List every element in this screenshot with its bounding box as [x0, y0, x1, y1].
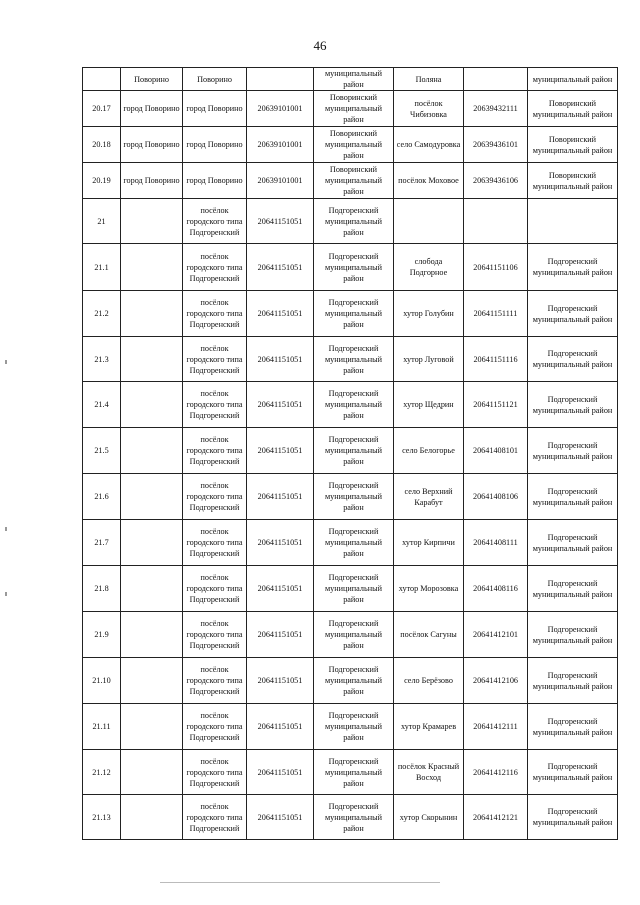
oktmo-code-cell	[247, 68, 314, 91]
oktmo-code-cell: 20639101001	[247, 91, 314, 127]
locality-code-cell: 20641412106	[464, 658, 528, 704]
center-settlement-cell: посёлок городского типа Подгоренский	[183, 199, 247, 244]
district-cell: Поворинский муниципальный район	[314, 91, 394, 127]
row-number-cell: 21.3	[83, 337, 121, 382]
settlement-cell	[121, 474, 183, 520]
settlement-cell	[121, 750, 183, 795]
center-settlement-cell: посёлок городского типа Подгоренский	[183, 520, 247, 566]
locality-district-cell	[528, 199, 618, 244]
settlements-table	[82, 67, 618, 840]
table-body	[83, 68, 618, 840]
district-cell: Подгоренский муниципальный район	[314, 382, 394, 428]
table-row	[83, 337, 618, 382]
row-number-cell: 20.19	[83, 163, 121, 199]
locality-cell: село Верхний Карабут	[394, 474, 464, 520]
scan-edge-mark	[5, 360, 7, 364]
oktmo-code-cell: 20641151051	[247, 750, 314, 795]
locality-district-cell: Подгоренский муниципальный район	[528, 520, 618, 566]
center-settlement-cell: посёлок городского типа Подгоренский	[183, 474, 247, 520]
table-row	[83, 382, 618, 428]
locality-code-cell: 20641412101	[464, 612, 528, 658]
settlement-cell	[121, 612, 183, 658]
locality-district-cell: Подгоренский муниципальный район	[528, 382, 618, 428]
row-number-cell: 21.7	[83, 520, 121, 566]
center-settlement-cell: посёлок городского типа Подгоренский	[183, 795, 247, 840]
oktmo-code-cell: 20641151051	[247, 337, 314, 382]
oktmo-code-cell: 20641151051	[247, 566, 314, 612]
locality-district-cell: Поворинский муниципальный район	[528, 163, 618, 199]
district-cell: Подгоренский муниципальный район	[314, 750, 394, 795]
oktmo-code-cell: 20641151051	[247, 474, 314, 520]
row-number-cell: 21.8	[83, 566, 121, 612]
locality-district-cell: Подгоренский муниципальный район	[528, 795, 618, 840]
center-settlement-cell: город Поворино	[183, 91, 247, 127]
row-number-cell: 21.2	[83, 291, 121, 337]
scan-edge-mark	[5, 592, 7, 596]
locality-code-cell	[464, 68, 528, 91]
table-row	[83, 795, 618, 840]
locality-cell: хутор Скорынин	[394, 795, 464, 840]
settlement-cell	[121, 199, 183, 244]
table-row	[83, 163, 618, 199]
locality-code-cell: 20641151106	[464, 244, 528, 291]
center-settlement-cell: посёлок городского типа Подгоренский	[183, 566, 247, 612]
settlement-cell	[121, 244, 183, 291]
settlement-cell	[121, 566, 183, 612]
district-cell: Подгоренский муниципальный район	[314, 337, 394, 382]
locality-cell: хутор Морозовка	[394, 566, 464, 612]
settlement-cell	[121, 520, 183, 566]
table-row	[83, 127, 618, 163]
locality-district-cell: Подгоренский муниципальный район	[528, 612, 618, 658]
locality-code-cell: 20641408106	[464, 474, 528, 520]
locality-code-cell: 20639436101	[464, 127, 528, 163]
row-number-cell: 21.10	[83, 658, 121, 704]
center-settlement-cell: город Поворино	[183, 163, 247, 199]
table-row	[83, 612, 618, 658]
locality-code-cell: 20641151116	[464, 337, 528, 382]
locality-cell: посёлок Моховое	[394, 163, 464, 199]
settlement-cell	[121, 337, 183, 382]
locality-district-cell: Подгоренский муниципальный район	[528, 337, 618, 382]
oktmo-code-cell: 20641151051	[247, 658, 314, 704]
locality-code-cell: 20641412121	[464, 795, 528, 840]
locality-code-cell: 20641151111	[464, 291, 528, 337]
row-number-cell: 21.11	[83, 704, 121, 750]
district-cell: Поворинский муниципальный район	[314, 163, 394, 199]
locality-district-cell: Поворинский муниципальный район	[528, 91, 618, 127]
table-row	[83, 199, 618, 244]
locality-code-cell: 20639432111	[464, 91, 528, 127]
locality-code-cell	[464, 199, 528, 244]
row-number-cell	[83, 68, 121, 91]
locality-cell: посёлок Сагуны	[394, 612, 464, 658]
locality-district-cell: Поворинский муниципальный район	[528, 127, 618, 163]
locality-cell: хутор Кирпичи	[394, 520, 464, 566]
district-cell: Подгоренский муниципальный район	[314, 199, 394, 244]
locality-cell: село Белогорье	[394, 428, 464, 474]
oktmo-code-cell: 20641151051	[247, 704, 314, 750]
row-number-cell: 21.6	[83, 474, 121, 520]
center-settlement-cell: Поворино	[183, 68, 247, 91]
locality-district-cell: Подгоренский муниципальный район	[528, 658, 618, 704]
district-cell: муниципальный район	[314, 68, 394, 91]
table-row	[83, 91, 618, 127]
center-settlement-cell: посёлок городского типа Подгоренский	[183, 291, 247, 337]
district-cell: Подгоренский муниципальный район	[314, 244, 394, 291]
table-row	[83, 428, 618, 474]
district-cell: Подгоренский муниципальный район	[314, 566, 394, 612]
locality-district-cell: Подгоренский муниципальный район	[528, 474, 618, 520]
locality-district-cell: Подгоренский муниципальный район	[528, 244, 618, 291]
center-settlement-cell: посёлок городского типа Подгоренский	[183, 428, 247, 474]
oktmo-code-cell: 20641151051	[247, 428, 314, 474]
locality-cell: посёлок Красный Восход	[394, 750, 464, 795]
settlement-cell	[121, 382, 183, 428]
district-cell: Подгоренский муниципальный район	[314, 612, 394, 658]
page-number: 46	[313, 38, 327, 53]
locality-district-cell: Подгоренский муниципальный район	[528, 566, 618, 612]
settlement-cell	[121, 291, 183, 337]
table-row	[83, 520, 618, 566]
locality-code-cell: 20641151121	[464, 382, 528, 428]
district-cell: Поворинский муниципальный район	[314, 127, 394, 163]
table-row	[83, 704, 618, 750]
district-cell: Подгоренский муниципальный район	[314, 291, 394, 337]
table-row	[83, 658, 618, 704]
row-number-cell: 21	[83, 199, 121, 244]
district-cell: Подгоренский муниципальный район	[314, 795, 394, 840]
row-number-cell: 21.13	[83, 795, 121, 840]
locality-code-cell: 20641408101	[464, 428, 528, 474]
row-number-cell: 20.17	[83, 91, 121, 127]
locality-cell: Поляна	[394, 68, 464, 91]
row-number-cell: 21.1	[83, 244, 121, 291]
oktmo-code-cell: 20641151051	[247, 795, 314, 840]
table-row	[83, 244, 618, 291]
district-cell: Подгоренский муниципальный район	[314, 658, 394, 704]
locality-code-cell: 20641408111	[464, 520, 528, 566]
district-cell: Подгоренский муниципальный район	[314, 428, 394, 474]
locality-code-cell: 20641408116	[464, 566, 528, 612]
table-row	[83, 68, 618, 91]
center-settlement-cell: посёлок городского типа Подгоренский	[183, 612, 247, 658]
settlement-cell	[121, 428, 183, 474]
settlement-cell	[121, 795, 183, 840]
table-row	[83, 750, 618, 795]
row-number-cell: 21.5	[83, 428, 121, 474]
oktmo-code-cell: 20641151051	[247, 612, 314, 658]
settlement-cell	[121, 704, 183, 750]
center-settlement-cell: посёлок городского типа Подгоренский	[183, 337, 247, 382]
row-number-cell: 21.4	[83, 382, 121, 428]
oktmo-code-cell: 20639101001	[247, 163, 314, 199]
district-cell: Подгоренский муниципальный район	[314, 474, 394, 520]
oktmo-code-cell: 20641151051	[247, 199, 314, 244]
row-number-cell: 21.9	[83, 612, 121, 658]
locality-code-cell: 20639436106	[464, 163, 528, 199]
locality-cell: хутор Крамарев	[394, 704, 464, 750]
row-number-cell: 21.12	[83, 750, 121, 795]
oktmo-code-cell: 20641151051	[247, 244, 314, 291]
scan-artifact-line	[160, 882, 440, 883]
oktmo-code-cell: 20639101001	[247, 127, 314, 163]
district-cell: Подгоренский муниципальный район	[314, 704, 394, 750]
table-row	[83, 474, 618, 520]
table-row	[83, 291, 618, 337]
settlement-cell: Поворино	[121, 68, 183, 91]
locality-district-cell: муниципальный район	[528, 68, 618, 91]
center-settlement-cell: посёлок городского типа Подгоренский	[183, 244, 247, 291]
oktmo-code-cell: 20641151051	[247, 520, 314, 566]
settlement-cell: город Поворино	[121, 127, 183, 163]
locality-district-cell: Подгоренский муниципальный район	[528, 750, 618, 795]
center-settlement-cell: город Поворино	[183, 127, 247, 163]
locality-cell: село Берёзово	[394, 658, 464, 704]
locality-district-cell: Подгоренский муниципальный район	[528, 428, 618, 474]
locality-cell: посёлок Чибизовка	[394, 91, 464, 127]
settlement-cell: город Поворино	[121, 91, 183, 127]
locality-code-cell: 20641412116	[464, 750, 528, 795]
settlement-cell: город Поворино	[121, 163, 183, 199]
locality-cell: хутор Голубин	[394, 291, 464, 337]
district-cell: Подгоренский муниципальный район	[314, 520, 394, 566]
locality-code-cell: 20641412111	[464, 704, 528, 750]
locality-cell: село Самодуровка	[394, 127, 464, 163]
locality-cell: хутор Луговой	[394, 337, 464, 382]
settlement-cell	[121, 658, 183, 704]
center-settlement-cell: посёлок городского типа Подгоренский	[183, 704, 247, 750]
center-settlement-cell: посёлок городского типа Подгоренский	[183, 750, 247, 795]
oktmo-code-cell: 20641151051	[247, 382, 314, 428]
table-row	[83, 566, 618, 612]
locality-district-cell: Подгоренский муниципальный район	[528, 704, 618, 750]
locality-cell: слобода Подгорное	[394, 244, 464, 291]
scan-edge-mark	[5, 527, 7, 531]
locality-district-cell: Подгоренский муниципальный район	[528, 291, 618, 337]
center-settlement-cell: посёлок городского типа Подгоренский	[183, 382, 247, 428]
row-number-cell: 20.18	[83, 127, 121, 163]
locality-cell: хутор Щедрин	[394, 382, 464, 428]
locality-cell	[394, 199, 464, 244]
center-settlement-cell: посёлок городского типа Подгоренский	[183, 658, 247, 704]
oktmo-code-cell: 20641151051	[247, 291, 314, 337]
